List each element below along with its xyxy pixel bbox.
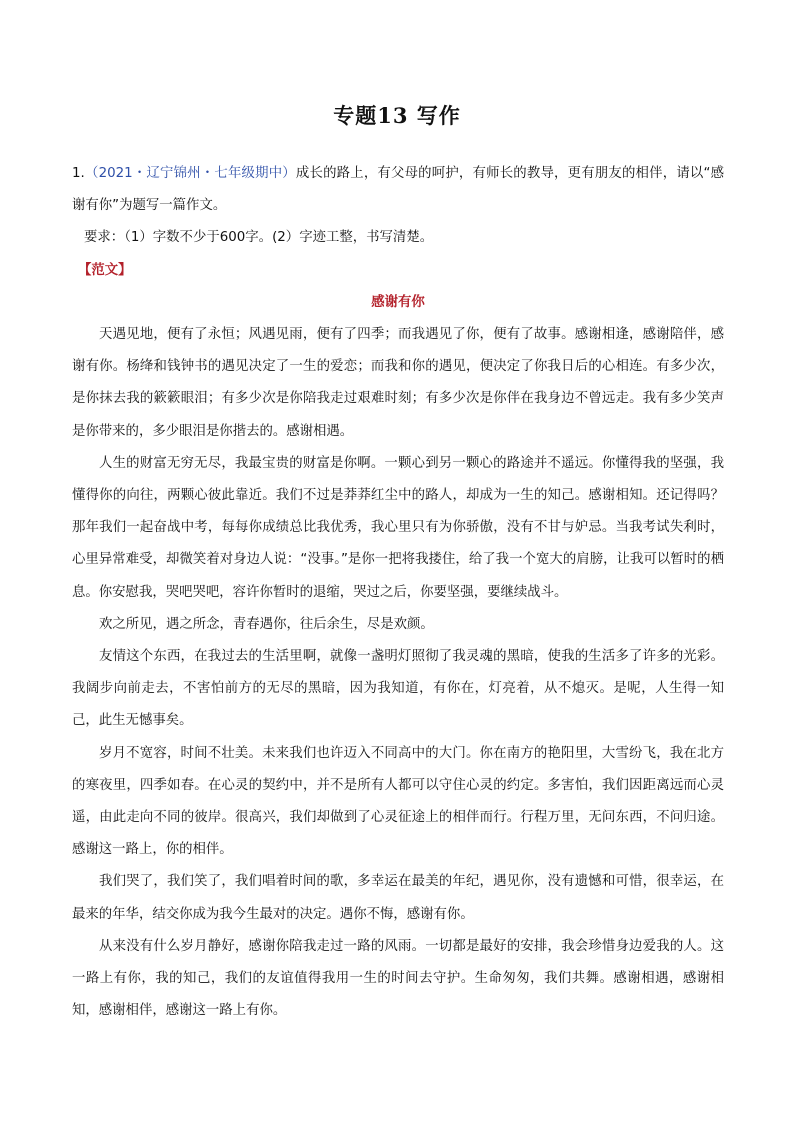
sample-essay-label: 【范文】 bbox=[78, 262, 132, 278]
page-title: 专题13 写作 bbox=[333, 103, 461, 128]
essay-paragraph: 天遇见地，便有了永恒；风遇见雨，便有了四季；而我遇见了你，便有了故事。感谢相逢，感谢陪伴，感谢有你。杨绛和钱钟书的遇见决定了一生的爱恋；而我和你的遇见，便决定了你我日后的心相连。有多少次，是你抹去我的簌簌眼泪；有多少次是你陪我走过艰难时刻；有多少次是你伴在我身边不曾远走。我有多少笑声是你带来的，多少眼泪是你揩去的。感谢相遇。 bbox=[72, 327, 724, 439]
essay-paragraph: 我们哭了，我们笑了，我们唱着时间的歌，多幸运在最美的年纪，遇见你，没有遗憾和可惜，很幸运，在最来的年华，结交你成为我今生最对的决定。遇你不悔，感谢有你。 bbox=[72, 874, 724, 922]
question-line bbox=[72, 158, 724, 222]
requirement-line: 要求：（1）字数不少于600字。(2）字迹工整，书写清楚。 bbox=[84, 230, 434, 246]
question-text: 成长的路上，有父母的呵护，有师长的教导，更有朋友的相伴，请以“感谢有你”为题写一篇作文。 bbox=[72, 166, 725, 214]
essay-paragraph: 从来没有什么岁月静好，感谢你陪我走过一路的风雨。一切都是最好的安排，我会珍惜身边爱我的人。这一路上有你，我的知己，我们的友谊值得我用一生的时间去守护。生命匆匆，我们共舞。感谢相遇，感谢相知，感谢相伴，感谢这一路上有你。 bbox=[72, 938, 724, 1019]
document-content bbox=[72, 158, 724, 1027]
essay-paragraph: 友情这个东西，在我过去的生活里啊，就像一盏明灯照彻了我灵魂的黑暗，使我的生活多了许多的光彩。我阔步向前走去，不害怕前方的无尽的黑暗，因为我知道，有你在，灯亮着，从不熄灭。是呢，人生得一知己，此生无憾事矣。 bbox=[72, 649, 724, 729]
essay-paragraph: 欢之所见，遇之所念，青春遇你，往后余生，尽是欢颜。 bbox=[99, 616, 434, 632]
essay-title: 感谢有你 bbox=[371, 294, 425, 310]
essay-paragraph: 岁月不宽容，时间不壮美。未来我们也许迈入不同高中的大门。你在南方的艳阳里，大雪纷飞，我在北方的寒夜里，四季如春。在心灵的契约中，并不是所有人都可以守住心灵的约定。多害怕，我们因距离远而心灵遥，由此走向不同的彼岸。很高兴，我们却做到了心灵征途上的相伴而行。行程万里，无问东西，不问归途。感谢这一路上，你的相伴。 bbox=[72, 745, 724, 858]
question-number: 1. bbox=[72, 166, 85, 181]
question-source: （2021・辽宁锦州・七年级期中） bbox=[84, 166, 296, 181]
essay-paragraph: 人生的财富无穷无尽，我最宝贵的财富是你啊。一颗心到另一颗心的路途并不遥远。你懂得我的坚强，我懂得你的向往，两颗心彼此靠近。我们不过是莽莽红尘中的路人，却成为一生的知己。感谢相知。还记得吗？那年我们一起奋战中考，每每你成绩总比我优秀，我心里只有为你骄傲，没有不甘与妒忌。当我考试失利时，心里异常难受，却微笑着对身边人说：“没事。”是你一把将我搂住，给了我一个宽大的肩膀，让我可以暂时的栖息。你安慰我，哭吧哭吧，容许你暂时的退缩，哭过之后，你要坚强，要继续战斗。 bbox=[72, 455, 724, 600]
